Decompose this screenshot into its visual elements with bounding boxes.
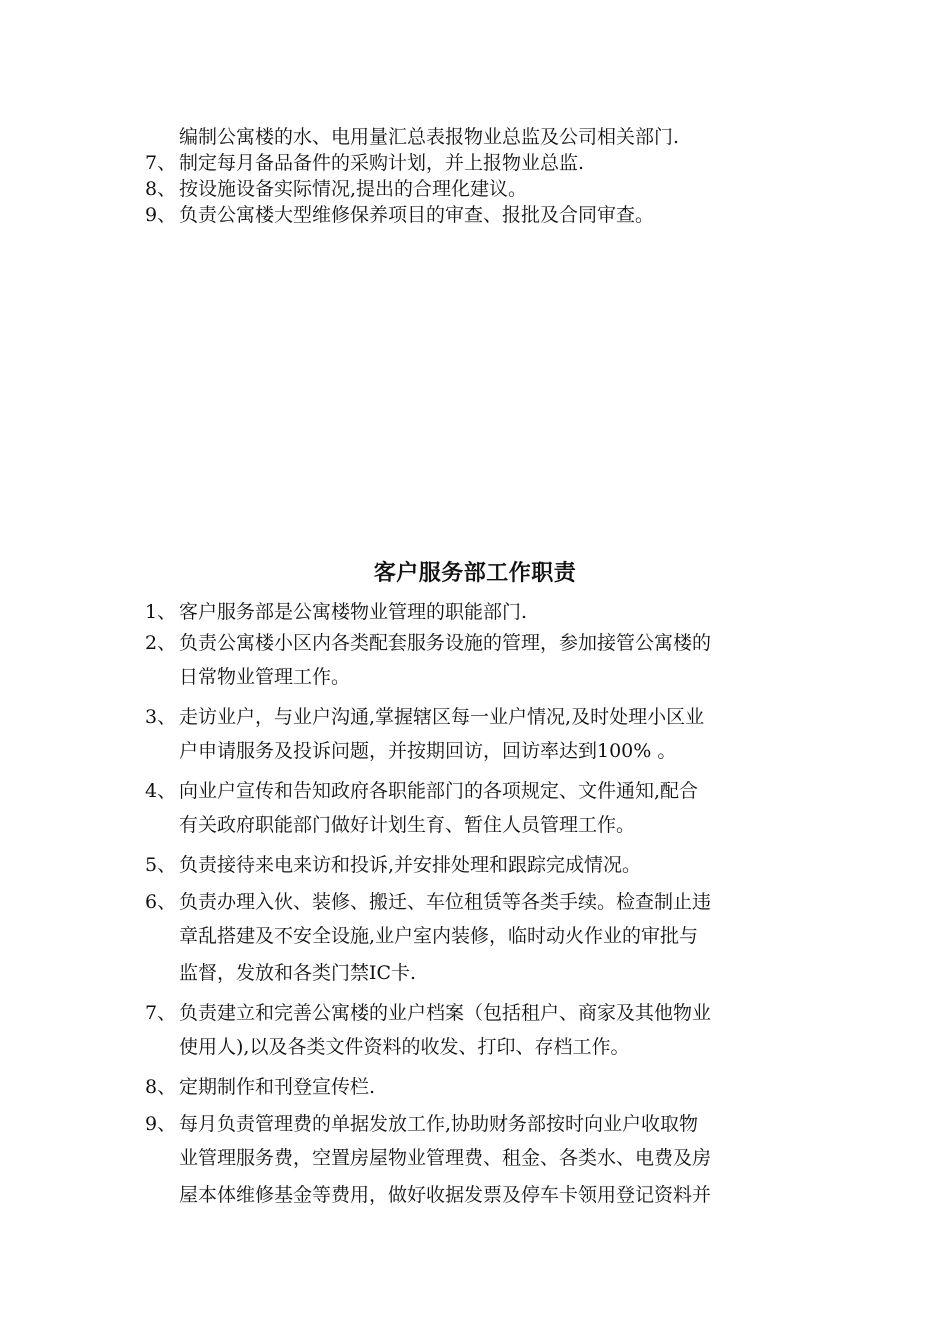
item-line: 日常物业管理工作。 — [179, 666, 351, 688]
list-item — [145, 628, 810, 696]
item-line: 向业户宣传和告知政府各职能部门的各项规定、文件通知,配合 — [179, 780, 699, 802]
item-line: 每月负责管理费的单据发放工作,协助财务部按时向业户收取物 — [179, 1113, 699, 1135]
item-number: 2、 — [145, 632, 177, 654]
item-number: 5、 — [145, 854, 177, 876]
item-number: 7、 — [145, 152, 177, 174]
item-number: 7、 — [145, 1002, 177, 1024]
list-item — [145, 887, 810, 992]
previous-duties-list — [145, 124, 825, 228]
item-line: 客户服务部是公寓楼物业管理的职能部门. — [179, 601, 528, 623]
list-item — [145, 702, 810, 770]
item-line: 业管理服务费，空置房屋物业管理费、租金、各类水、电费及房 — [179, 1147, 712, 1169]
item-text: 按设施设备实际情况,提出的合理化建议。 — [179, 178, 528, 200]
item-line: 负责接待来电来访和投诉,并安排处理和跟踪完成情况。 — [179, 854, 642, 876]
continuation-line — [145, 124, 825, 150]
list-item — [145, 1072, 810, 1103]
item-number: 1、 — [145, 601, 177, 623]
item-line: 负责建立和完善公寓楼的业户档案（包括租户、商家及其他物业 — [179, 1002, 712, 1024]
item-number: 4、 — [145, 780, 177, 802]
item-line: 负责公寓楼小区内各类配套服务设施的管理，参加接管公寓楼的 — [179, 632, 712, 654]
item-line: 走访业户，与业户沟通,掌握辖区每一业户情况,及时处理小区业 — [179, 706, 705, 728]
section-title: 客户服务部工作职责 — [373, 560, 577, 586]
item-number: 8、 — [145, 1076, 177, 1098]
list-item — [145, 776, 810, 844]
list-item — [145, 597, 810, 628]
item-line: 章乱搭建及不安全设施,业户室内装修，临时动火作业的审批与 — [179, 925, 699, 947]
item-line: 定期制作和刊登宣传栏. — [179, 1076, 376, 1098]
list-item — [145, 176, 825, 202]
item-line: 负责办理入伙、装修、搬迁、车位租赁等各类手续。检查制止违 — [179, 891, 712, 913]
item-number: 9、 — [145, 204, 177, 226]
item-line: 使用人),以及各类文件资料的收发、打印、存档工作。 — [179, 1036, 630, 1058]
item-text: 制定每月备品备件的采购计划，并上报物业总监. — [179, 152, 585, 174]
item-line: 有关政府职能部门做好计划生育、暂住人员管理工作。 — [179, 814, 636, 836]
item-number: 8、 — [145, 178, 177, 200]
list-item — [145, 1109, 810, 1214]
customer-service-duties-list — [145, 597, 810, 1220]
item-line: 监督，发放和各类门禁IC卡. — [179, 962, 417, 984]
item-line: 屋本体维修基金等费用，做好收据发票及停车卡领用登记资料并 — [179, 1184, 712, 1206]
continuation-text: 编制公寓楼的水、电用量汇总表报物业总监及公司相关部门. — [179, 126, 680, 148]
item-text: 负责公寓楼大型维修保养项目的审查、报批及合同审查。 — [179, 204, 655, 226]
item-line: 户申请服务及投诉问题，并按期回访，回访率达到100% 。 — [179, 740, 677, 762]
list-item — [145, 850, 810, 881]
list-item — [145, 150, 825, 176]
list-item — [145, 202, 825, 228]
list-item — [145, 998, 810, 1066]
item-number: 9、 — [145, 1113, 177, 1135]
item-number: 3、 — [145, 706, 177, 728]
item-number: 6、 — [145, 891, 177, 913]
